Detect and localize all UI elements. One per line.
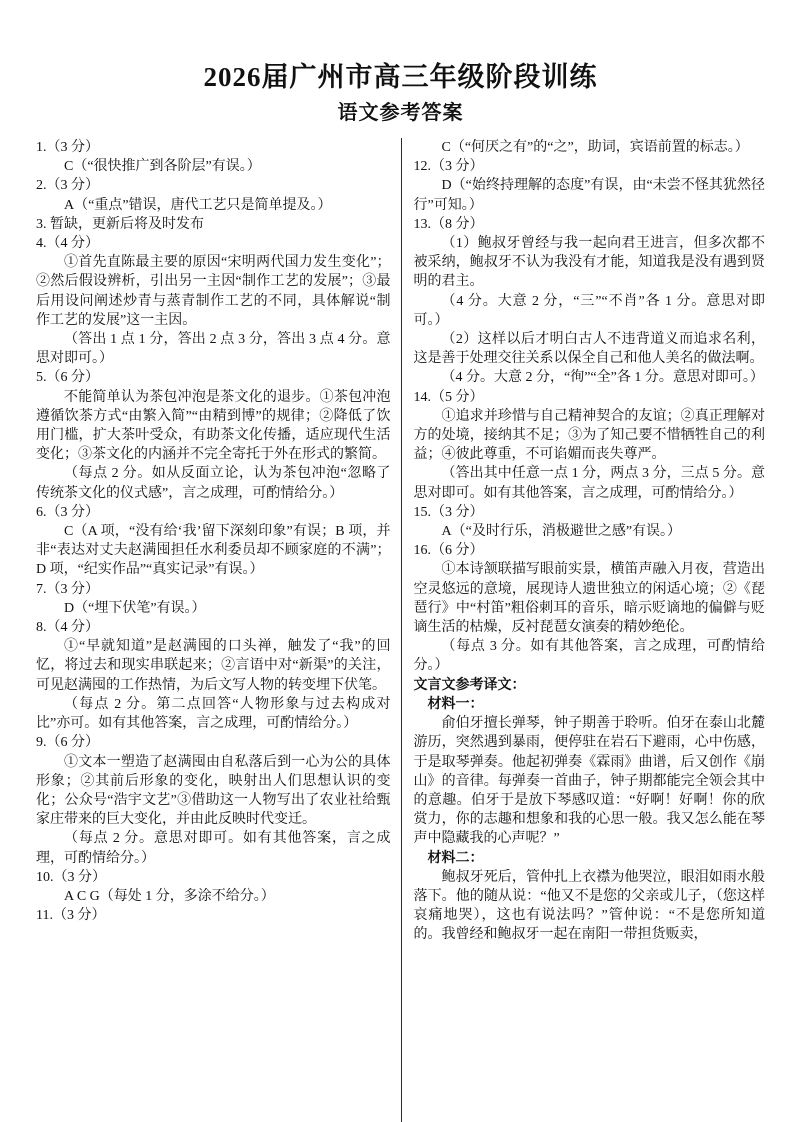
answer-paragraph: （2）这样以后才明白古人不违背道义而追求名利，这是善于处理交往关系以保全自己和他人美名的做法啊。 <box>413 332 765 367</box>
document-title: 2026届广州市高三年级阶段训练 <box>203 62 598 92</box>
answer-paragraph: （每点 2 分。第二点回答“人物形象与过去构成对比”亦可。如有其他答案，言之成理，可酌情给分。） <box>36 696 391 732</box>
answer-paragraph: 4.（4 分） <box>36 236 99 252</box>
answer-paragraph: （答出其中任意一点 1 分，两点 3 分，三点 5 分。意思对即可。如有其他答案，言之成理，可酌情给分。） <box>413 466 765 501</box>
answer-paragraph: （1）鲍叔牙曾经与我一起向君王进言，但多次都不被采纳，鲍叔牙不认为我没有才能，知道我是没有遇到贤明的君主。 <box>413 236 765 290</box>
section-heading: 材料二： <box>427 850 484 866</box>
answer-paragraph: A（“及时行乐，消极避世之感”有误。） <box>441 524 682 540</box>
answer-paragraph: C（“何厌之有”的“之”，助词，宾语前置的标志。） <box>441 140 749 155</box>
answer-paragraph: 9.（6 分） <box>36 735 99 751</box>
answer-paragraph: 不能简单认为茶包冲泡是茶文化的退步。①茶包冲泡遵循饮茶方式“由繁入简”“由精到博”的规律；②降低了饮用门槛，扩大茶叶受众，有助茶文化传播，适应现代生活变化；③茶文化的内涵并不完全寄托于外在形式的繁简。 <box>36 389 391 463</box>
answer-paragraph: 6.（3 分） <box>36 504 99 520</box>
answer-paragraph: 5.（6 分） <box>36 370 99 386</box>
answer-paragraph: 11.（3 分） <box>36 908 106 924</box>
answer-paragraph: （答出 1 点 1 分，答出 2 点 3 分，答出 3 点 4 分。意思对即可。） <box>36 332 391 367</box>
document-subtitle: 语文参考答案 <box>337 102 464 124</box>
answer-paragraph: ①首先直陈最主要的原因“宋明两代国力发生变化”；②然后假设辨析，引出另一主因“制作工艺的发展”；③最后用设问阐述炒青与蒸青制作工艺的不同，具体解说“制作工艺的发展”这一主因。 <box>36 255 391 328</box>
answer-paragraph: A（“重点”错误，唐代工艺只是简单提及。） <box>64 197 332 213</box>
left-column <box>36 138 401 1122</box>
answer-paragraph: ①文本一塑造了赵满囤由自私落后到一心为公的具体形象；②其前后形象的变化，映射出人们思想认识的变化；公众号“浩宇文艺”③借助这一人物写出了农业社给甄家庄带来的巨大变化，并由此反映时代变迁。 <box>36 754 391 828</box>
answer-paragraph: （4 分。大意 2 分，“三”“不肖”各 1 分。意思对即可。） <box>413 293 765 328</box>
answer-paragraph: 1.（3 分） <box>36 140 99 155</box>
answer-paragraph: 鲍叔牙死后，管仲扎上衣襟为他哭泣，眼泪如雨水般落下。他的随从说：“他又不是您的父亲或儿子，（您这样哀痛地哭），这也有说法吗？”管仲说：“不是您所知道的。我曾经和鲍叔牙一起在南阳一带担货贩卖， <box>413 869 765 943</box>
answer-columns <box>36 138 765 1122</box>
answer-paragraph: A C G（每处 1 分，多涂不给分。） <box>64 888 275 904</box>
answer-paragraph: 10.（3 分） <box>36 869 106 885</box>
answer-paragraph: 13.（8 分） <box>413 216 484 232</box>
answer-paragraph: ①本诗颔联描写眼前实景，横笛声融入月夜，营造出空灵悠远的意境，展现诗人遗世独立的闲适心境；②《琵琶行》中“村笛”粗俗刺耳的音乐，暗示贬谪地的偏僻与贬谪生活的枯燥，反衬琵琶女演奏的精妙绝伦。 <box>413 562 765 636</box>
answer-paragraph: 15.（3 分） <box>413 504 484 520</box>
section-heading: 文言文参考译文： <box>413 677 526 693</box>
answer-paragraph: D（“始终持理解的态度”有误，由“未尝不怪其犹然径行”可知。） <box>413 178 765 213</box>
answer-paragraph: 3. 暂缺，更新后将及时发布 <box>36 216 204 232</box>
section-heading: 材料一： <box>427 696 484 712</box>
answer-paragraph: D（“埋下伏笔”有误。） <box>64 600 206 616</box>
answer-paragraph: C（“很快推广到各阶层”有误。） <box>64 159 261 175</box>
answer-paragraph: （每点 3 分。如有其他答案，言之成理，可酌情给分。） <box>413 639 765 674</box>
answer-paragraph: 12.（3 分） <box>413 159 484 175</box>
answer-paragraph: 俞伯牙擅长弹琴，钟子期善于聆听。伯牙在泰山北麓游历，突然遇到暴雨，便停驻在岩石下避雨，心中伤感，于是取琴弹奏。他起初弹奏《霖雨》曲谱，后又创作《崩山》的音律。每弹奏一首曲子，钟子期都能完全领会其中的意趣。伯牙于是放下琴感叹道：“好啊！好啊！你的欣赏力，你的志趣和想象和我的心思一般。我又怎么能在琴声中隐藏我的心声呢？” <box>413 716 765 847</box>
answer-paragraph: 2.（3 分） <box>36 178 99 194</box>
answer-paragraph: （每点 2 分。如从反面立论，认为茶包冲泡“忽略了传统茶文化的仪式感”，言之成理，可酌情给分。） <box>36 466 391 501</box>
answer-paragraph: 8.（4 分） <box>36 620 99 636</box>
answer-paragraph: （每点 2 分。意思对即可。如有其他答案，言之成理，可酌情给分。） <box>36 831 391 866</box>
answer-paragraph: ①追求并珍惜与自己精神契合的友谊；②真正理解对方的处境，接纳其不足；③为了知己要不惜牺牲自己的利益；④彼此尊重，不可谄媚而丧失尊严。 <box>413 408 765 463</box>
answer-paragraph: ①“早就知道”是赵满囤的口头禅，触发了“我”的回忆，将过去和现实串联起来；②言语中对“新渠”的关注，可见赵满囤的工作热情，为后文写人物的转变埋下伏笔。 <box>36 639 391 693</box>
answer-paragraph: （4 分。大意 2 分，“徇”“全”各 1 分。意思对即可。） <box>441 370 764 386</box>
answer-paragraph: 7.（3 分） <box>36 581 99 597</box>
answer-paragraph: 14.（5 分） <box>413 389 484 405</box>
answer-paragraph: 16.（6 分） <box>413 543 484 559</box>
answer-paragraph: C（A 项，“没有给‘我’留下深刻印象”有误；B 项，并非“表达对丈夫赵满囤担任水利委员却不顾家庭的不满”；D 项，“纪实作品”“真实记录”有误。） <box>36 524 391 578</box>
right-column <box>401 138 766 1122</box>
